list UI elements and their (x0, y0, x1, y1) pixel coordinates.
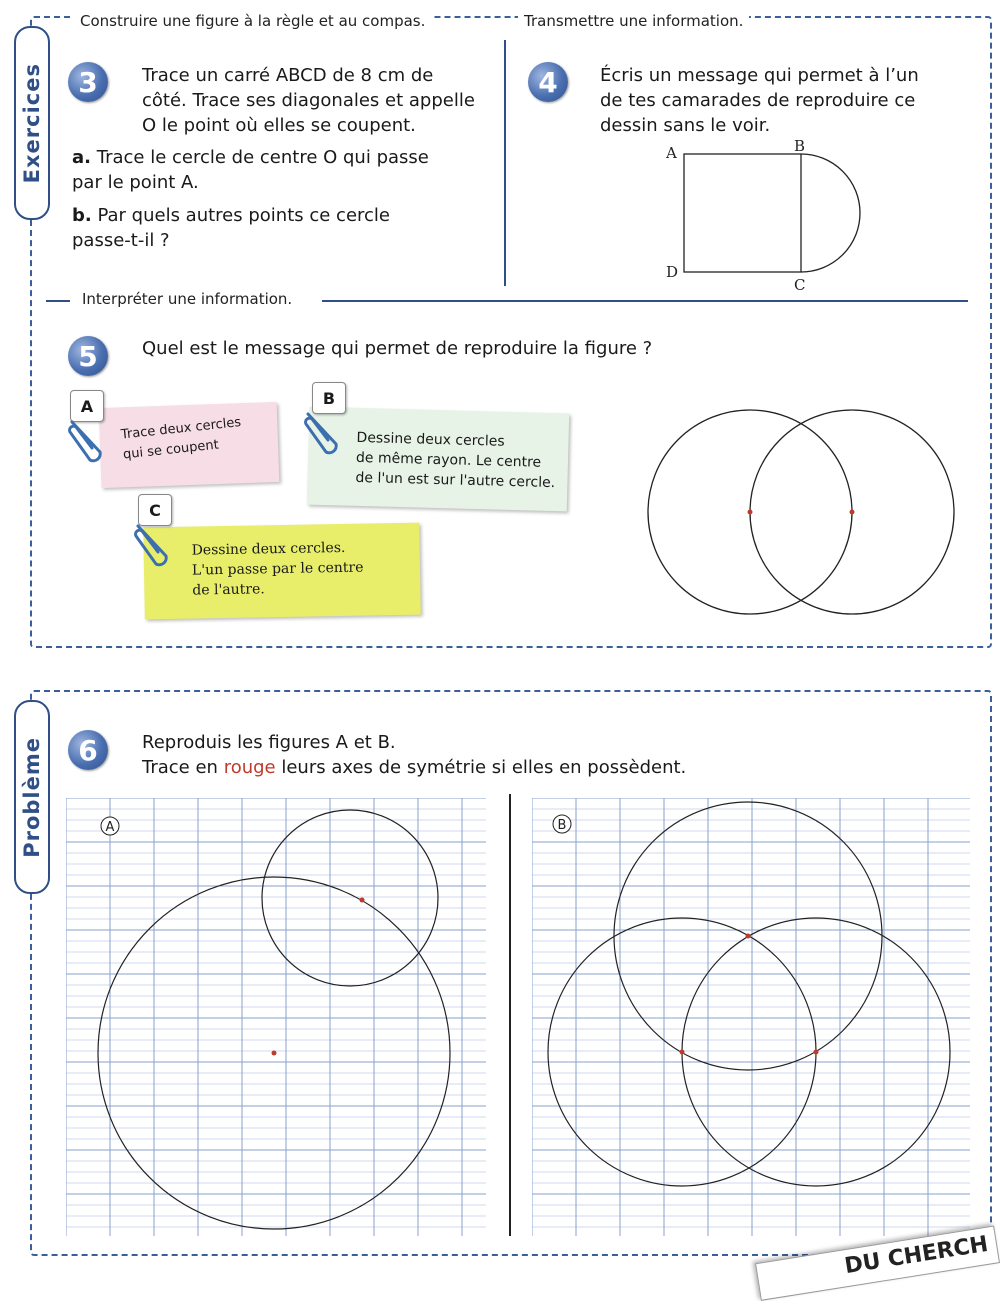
ex3-statement (142, 63, 475, 138)
probleme-tab (14, 700, 50, 894)
figure-b-center-top (746, 934, 751, 939)
ex3-b-line1: Par quels autres points ce cercle (97, 205, 390, 226)
card-a-paperclip-icon (64, 418, 108, 466)
column-divider (504, 40, 506, 286)
ex3-line1: Trace un carré ABCD de 8 cm de (142, 65, 434, 86)
ex5-question: Quel est le message qui permet de reproduire la figure ? (142, 338, 653, 359)
card-c-line2: L'un passe par le centre (191, 559, 364, 579)
interpret-rule-right (322, 300, 968, 302)
card-b-tag: B (312, 382, 346, 414)
ex3-b-marker: b. (72, 205, 92, 226)
figure-b-grid-lines (532, 798, 970, 1236)
figure-a-center-big (272, 1051, 277, 1056)
ex5-center-left (748, 510, 753, 515)
ex3-part-b (72, 203, 390, 253)
card-c-paperclip-icon (130, 522, 174, 570)
ex4-label-a: A (666, 144, 677, 162)
card-b-line3: de l'un est sur l'autre cercle. (355, 469, 556, 492)
ex3-a-line1: Trace le cercle de centre O qui passe (96, 147, 429, 168)
card-c-text (191, 538, 363, 601)
ex6-line2-red: rouge (223, 757, 276, 778)
ex4-half-circle (801, 154, 860, 272)
figure-b-center-left (680, 1050, 685, 1055)
interpret-rule-left (46, 300, 70, 302)
ex4-line3: dessin sans le voir. (600, 115, 771, 136)
ex3-part-a (72, 145, 429, 195)
ex6-line2-after: leurs axes de symétrie si elles en possèdent. (275, 757, 687, 778)
probleme-tab-label: Problème (20, 736, 44, 858)
card-b-line2: de même rayon. Le centre (355, 449, 542, 471)
ex6-line2 (142, 755, 686, 780)
ex5-figure (640, 400, 960, 626)
card-a (99, 402, 280, 488)
card-a-line2: qui se coupent (122, 437, 220, 463)
figure-b-grid (532, 798, 970, 1236)
corner-text: DU CHERCH (842, 1231, 990, 1280)
ex4-statement (600, 63, 919, 138)
card-a-text (120, 413, 244, 465)
figure-a-label: A (105, 820, 115, 835)
exercise-3-badge: 3 (68, 62, 108, 102)
card-c-line3: de l'autre. (192, 581, 265, 599)
ex6-line1: Reproduis les figures A et B. (142, 732, 396, 753)
ex3-line2: côté. Trace ses diagonales et appelle (142, 90, 475, 111)
figure-a-grid-lines (66, 798, 486, 1236)
heading-construct: Construire une figure à la règle et au compas. (74, 12, 431, 30)
ex3-a-marker: a. (72, 147, 91, 168)
card-c-line1: Dessine deux cercles. (191, 539, 346, 559)
heading-interpret: Interpréter une information. (76, 290, 298, 308)
ex5-center-right (850, 510, 855, 515)
ex4-square (684, 154, 801, 272)
card-c (143, 523, 421, 620)
ex4-line2: de tes camarades de reproduire ce (600, 90, 916, 111)
figure-b-label: B (557, 818, 567, 833)
ex3-a-line2: par le point A. (72, 172, 199, 193)
figure-b-center-right (814, 1050, 819, 1055)
card-b (307, 407, 569, 512)
card-b-text (355, 428, 556, 493)
exercise-4-badge: 4 (528, 62, 568, 102)
ex4-label-c: C (794, 276, 806, 294)
ex6-statement (142, 730, 686, 780)
card-b-paperclip-icon (300, 410, 344, 458)
ex4-figure (660, 140, 870, 295)
exercise-6-badge: 6 (68, 730, 108, 770)
card-c-tag: C (138, 494, 172, 526)
figure-a-center-small (360, 898, 365, 903)
exercices-tab (14, 26, 50, 220)
grids-divider (509, 794, 511, 1236)
ex4-line1: Écris un message qui permet à l’un (600, 65, 919, 86)
figure-a-small-circle (262, 810, 438, 986)
ex3-line3: O le point où elles se coupent. (142, 115, 416, 136)
exercices-tab-label: Exercices (20, 62, 44, 184)
figure-a-grid (66, 798, 486, 1236)
card-a-line1: Trace deux cercles (120, 415, 242, 443)
heading-transmit: Transmettre une information. (518, 12, 749, 30)
ex3-b-line2: passe-t-il ? (72, 230, 170, 251)
ex4-label-d: D (666, 263, 679, 281)
ex6-line2-before: Trace en (142, 757, 224, 778)
ex4-label-b: B (794, 140, 806, 155)
card-b-line1: Dessine deux cercles (356, 429, 505, 450)
card-a-tag: A (70, 390, 104, 422)
exercise-5-badge: 5 (68, 336, 108, 376)
